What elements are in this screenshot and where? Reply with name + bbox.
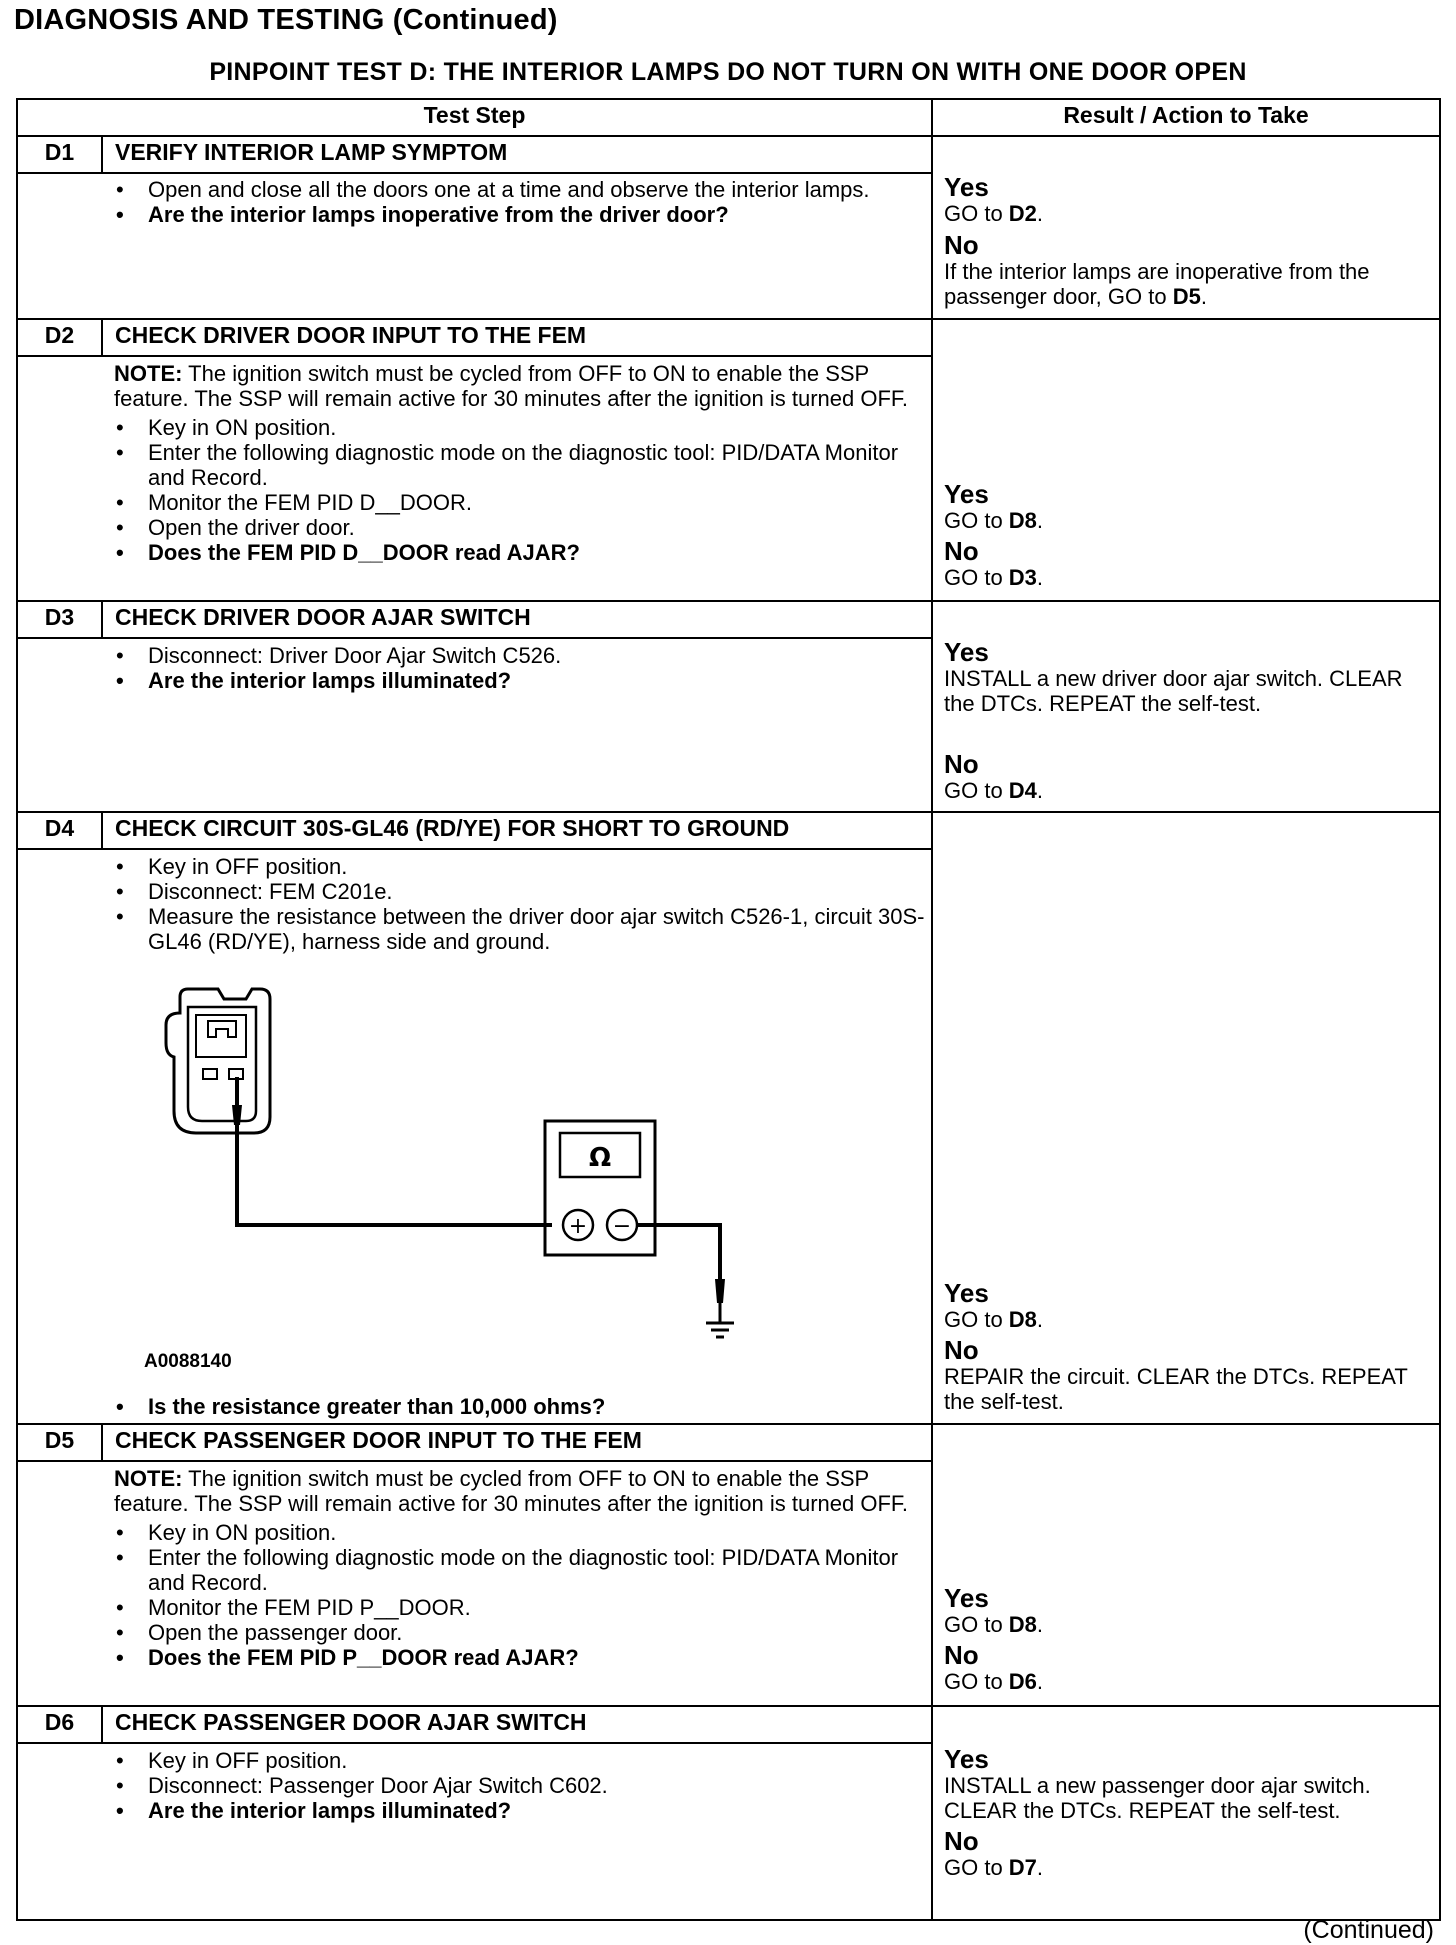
- step-instructions: [114, 361, 925, 565]
- column-header-test-step: Test Step: [423, 102, 526, 128]
- instruction-item: • Monitor the FEM PID P__DOOR.: [110, 1595, 925, 1620]
- instruction-item: • Monitor the FEM PID D__DOOR.: [110, 490, 925, 515]
- step-id: D1: [44, 139, 75, 165]
- result-yes-text: INSTALL a new driver door ajar switch. CLEAR the DTCs. REPEAT the self-test.: [944, 666, 1403, 716]
- step-id: D3: [44, 604, 75, 630]
- step-title: VERIFY INTERIOR LAMP SYMPTOM: [115, 139, 508, 165]
- result-no-ref: D5: [1172, 284, 1201, 309]
- result-no-text: REPAIR the circuit. CLEAR the DTCs. REPEAT the self-test.: [944, 1364, 1408, 1414]
- instruction-item: • Open and close all the doors one at a time and observe the interior lamps.: [110, 177, 925, 202]
- instruction-item: • Key in ON position.: [110, 415, 925, 440]
- result-no-ref: D6: [1008, 1669, 1037, 1694]
- result-no-label: No: [944, 1826, 979, 1856]
- step-divider: [16, 600, 1441, 602]
- connector-c526-icon: [166, 989, 270, 1133]
- resistance-measurement-figure: [160, 985, 760, 1355]
- instruction-item: • Key in ON position.: [110, 1520, 925, 1545]
- step-result: [944, 174, 1434, 309]
- result-no-ref: D7: [1008, 1855, 1037, 1880]
- step-id: D4: [44, 815, 75, 841]
- step-question: • Are the interior lamps illuminated?: [110, 668, 925, 693]
- step-divider: [16, 811, 1441, 813]
- note-label: NOTE:: [114, 361, 183, 386]
- ohm-symbol: Ω: [588, 1143, 612, 1173]
- step-title-divider: [16, 848, 932, 850]
- pinpoint-test-title: PINPOINT TEST D: THE INTERIOR LAMPS DO NOT TURN ON WITH ONE DOOR OPEN: [209, 58, 1247, 86]
- ground-icon: [706, 1323, 734, 1337]
- result-yes-label: Yes: [944, 1278, 989, 1308]
- instruction-item: • Open the driver door.: [110, 515, 925, 540]
- instruction-item: • Disconnect: Passenger Door Ajar Switch C602.: [110, 1773, 925, 1798]
- result-yes-label: Yes: [944, 172, 989, 202]
- result-yes-text: GO to: [944, 1307, 1009, 1332]
- ohmmeter-icon: [232, 1077, 725, 1323]
- step-title: CHECK PASSENGER DOOR INPUT TO THE FEM: [115, 1427, 642, 1453]
- result-tail: .: [1036, 1669, 1044, 1694]
- result-yes-text: INSTALL a new passenger door ajar switch. CLEAR the DTCs. REPEAT the self-test.: [944, 1773, 1371, 1823]
- note-text: The ignition switch must be cycled from OFF to ON to enable the SSP feature. The SSP will remain active for 30 minutes after the ignition is turned OFF.: [114, 1466, 909, 1516]
- instruction-item: • Enter the following diagnostic mode on the diagnostic tool: PID/DATA Monitor and Record.: [110, 440, 925, 490]
- instruction-item: • Enter the following diagnostic mode on the diagnostic tool: PID/DATA Monitor and Record.: [110, 1545, 925, 1595]
- step-question: • Is the resistance greater than 10,000 ohms?: [110, 1394, 925, 1419]
- step-title: CHECK DRIVER DOOR AJAR SWITCH: [115, 604, 531, 630]
- step-divider: [16, 1423, 1441, 1425]
- result-yes-label: Yes: [944, 637, 989, 667]
- result-no-label: No: [944, 749, 979, 779]
- result-tail: .: [1200, 284, 1207, 309]
- step-title-divider: [16, 1742, 932, 1744]
- step-result: [944, 481, 1434, 590]
- result-yes-ref: D8: [1008, 508, 1037, 533]
- instruction-item: • Disconnect: FEM C201e.: [110, 879, 925, 904]
- step-id: D6: [44, 1709, 75, 1735]
- result-yes-text: GO to: [944, 1612, 1009, 1637]
- note-label: NOTE:: [114, 1466, 183, 1491]
- instruction-item: • Key in OFF position.: [110, 854, 925, 879]
- result-yes-label: Yes: [944, 1744, 989, 1774]
- step-id: D5: [44, 1427, 75, 1453]
- step-question: • Does the FEM PID D__DOOR read AJAR?: [110, 540, 925, 565]
- instruction-item: • Key in OFF position.: [110, 1748, 925, 1773]
- result-no-label: No: [944, 536, 979, 566]
- step-title-divider: [16, 172, 932, 174]
- step-instructions: [110, 177, 925, 227]
- step-title: CHECK PASSENGER DOOR AJAR SWITCH: [115, 1709, 587, 1735]
- page-title: DIAGNOSIS AND TESTING (Continued): [14, 4, 558, 36]
- negative-terminal-label: −: [612, 1214, 632, 1239]
- step-question: • Does the FEM PID P__DOOR read AJAR?: [110, 1645, 925, 1670]
- result-yes-text: GO to: [944, 508, 1009, 533]
- result-no-text: GO to: [944, 1669, 1009, 1694]
- result-yes-text: GO to: [944, 201, 1009, 226]
- result-tail: .: [1036, 565, 1044, 590]
- result-yes-ref: D2: [1008, 201, 1037, 226]
- result-no-label: No: [944, 230, 979, 260]
- result-yes-ref: D8: [1008, 1307, 1037, 1332]
- step-question: • Are the interior lamps illuminated?: [110, 1798, 925, 1823]
- step-title: CHECK CIRCUIT 30S-GL46 (RD/YE) FOR SHORT TO GROUND: [115, 815, 790, 841]
- step-question-wrap: [110, 1394, 925, 1419]
- result-no-text: GO to: [944, 565, 1009, 590]
- result-tail: .: [1036, 778, 1044, 803]
- step-instructions: [110, 854, 925, 954]
- step-instructions: [114, 1466, 925, 1670]
- column-divider: [931, 98, 933, 1921]
- note-text: The ignition switch must be cycled from OFF to ON to enable the SSP feature. The SSP will remain active for 30 minutes after the ignition is turned OFF.: [114, 361, 909, 411]
- step-instructions: [110, 643, 925, 693]
- instruction-item: • Disconnect: Driver Door Ajar Switch C526.: [110, 643, 925, 668]
- result-no-label: No: [944, 1640, 979, 1670]
- result-tail: .: [1036, 1307, 1044, 1332]
- result-no-ref: D3: [1008, 565, 1037, 590]
- step-result: [944, 639, 1434, 716]
- header-divider: [16, 135, 1441, 137]
- result-tail: .: [1036, 1855, 1044, 1880]
- step-question: • Are the interior lamps inoperative from the driver door?: [110, 202, 925, 227]
- step-title-divider: [16, 1460, 932, 1462]
- result-yes-ref: D8: [1008, 1612, 1037, 1637]
- result-yes-label: Yes: [944, 1583, 989, 1613]
- positive-terminal-label: +: [568, 1214, 588, 1239]
- instruction-item: • Measure the resistance between the driver door ajar switch C526-1, circuit 30S-GL46 (RD/YE), harness side and ground.: [110, 904, 925, 954]
- step-instructions: [110, 1748, 925, 1823]
- step-divider: [16, 1705, 1441, 1707]
- result-no-text: GO to: [944, 1855, 1009, 1880]
- step-title: CHECK DRIVER DOOR INPUT TO THE FEM: [115, 322, 587, 348]
- result-yes-label: Yes: [944, 479, 989, 509]
- result-tail: .: [1036, 1612, 1044, 1637]
- instruction-item: • Open the passenger door.: [110, 1620, 925, 1645]
- step-divider: [16, 318, 1441, 320]
- step-result: [944, 1585, 1434, 1694]
- step-title-divider: [16, 637, 932, 639]
- step-result: [944, 1280, 1434, 1414]
- step-title-divider: [16, 355, 932, 357]
- result-no-label: No: [944, 1335, 979, 1365]
- continued-footer: (Continued): [1303, 1916, 1434, 1944]
- result-no-text: GO to: [944, 778, 1009, 803]
- step-id: D2: [44, 322, 75, 348]
- column-header-result: Result / Action to Take: [1063, 102, 1309, 128]
- result-tail: .: [1036, 201, 1044, 226]
- figure-code: A0088140: [144, 1351, 232, 1372]
- result-no-ref: D4: [1008, 778, 1037, 803]
- step-result-no: [944, 751, 1434, 803]
- step-note: [114, 1466, 925, 1516]
- step-result: [944, 1746, 1434, 1880]
- step-note: [114, 361, 925, 411]
- result-no-text: If the interior lamps are inoperative from the passenger door, GO to: [944, 259, 1370, 309]
- result-tail: .: [1036, 508, 1044, 533]
